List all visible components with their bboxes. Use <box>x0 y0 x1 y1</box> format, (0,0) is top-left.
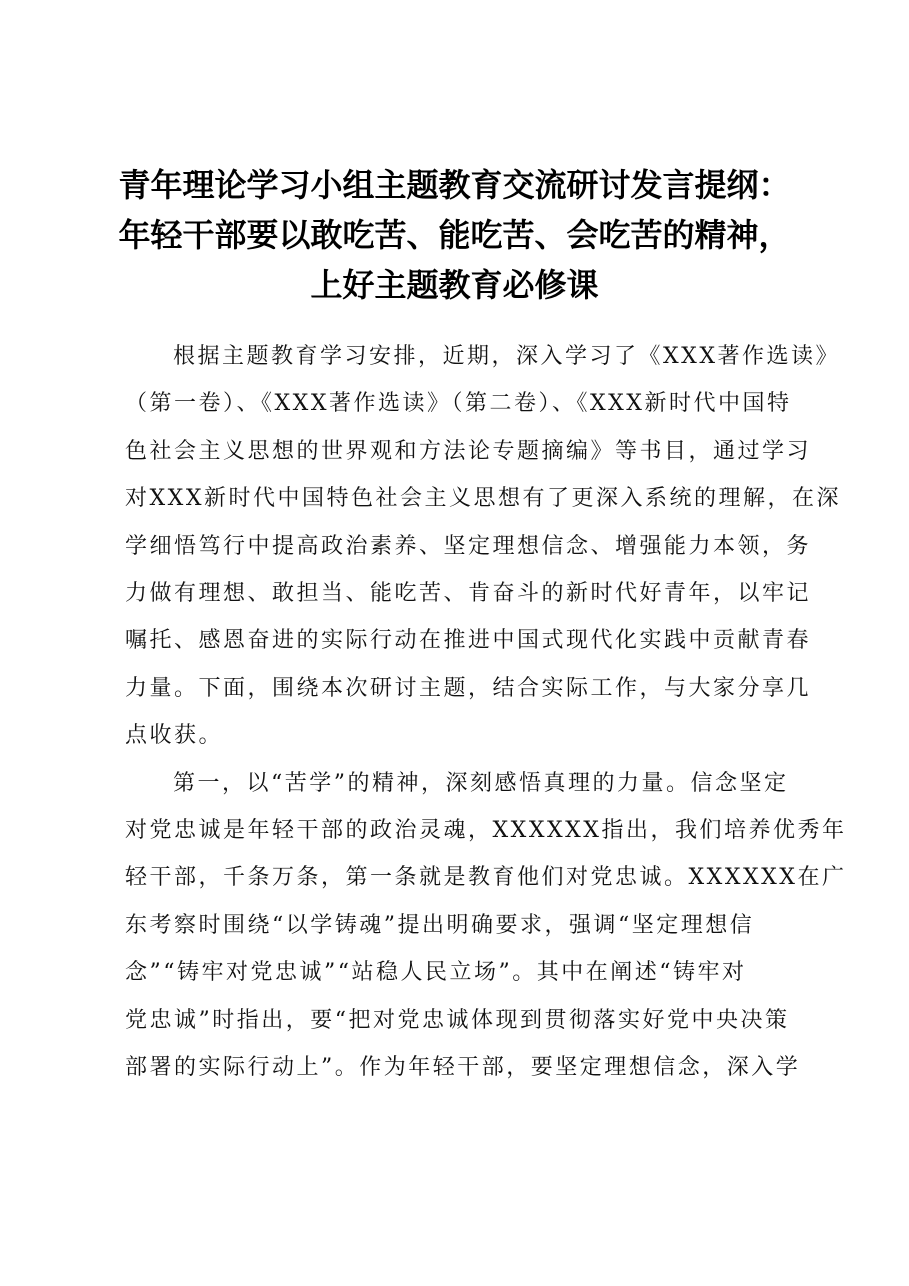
text-line: 第一，以“苦学”的精神，深刻感悟真理的力量。信念坚定 <box>173 770 789 796</box>
text-line: 点收获。 <box>125 723 224 749</box>
paragraph-first-point <box>125 760 847 1092</box>
text-line: 色社会主义思想的世界观和方法论专题摘编》等书目，通过学习 <box>125 438 812 464</box>
paragraph-intro <box>125 333 841 760</box>
text-line: 轻干部，千条万条，第一条就是教育他们对党忠诚。XXXXXX在广 <box>125 865 847 891</box>
text-line: 党忠诚”时指出，要“把对党忠诚体现到贯彻落实好党中央决策 <box>125 1007 790 1033</box>
text-line: （第一卷）、《XXX著作选读》（第二卷）、《XXX新时代中国特 <box>125 391 792 417</box>
text-line: 部署的实际行动上”。作为年轻干部，要坚定理想信念，深入学 <box>125 1055 801 1081</box>
document-title <box>100 160 809 310</box>
text-line: 嘱托、感恩奋进的实际行动在推进中国式现代化实践中贡献青春 <box>125 628 812 654</box>
title-line: 上好主题教育必修课 <box>310 266 599 304</box>
text-line: 力做有理想、敢担当、能吃苦、肯奋斗的新时代好青年，以牢记 <box>125 581 812 607</box>
text-line: 东考察时围绕“以学铸魂”提出明确要求，强调“坚定理想信 <box>125 912 755 938</box>
document-body <box>125 333 847 1092</box>
text-line: 力量。下面，围绕本次研讨主题，结合实际工作，与大家分享几 <box>125 675 812 701</box>
text-line: 对XXX新时代中国特色社会主义思想有了更深入系统的理解，在深 <box>125 486 841 512</box>
title-line: 青年理论学习小组主题教育交流研讨发言提纲： <box>118 166 791 204</box>
title-line: 年轻干部要以敢吃苦、能吃苦、会吃苦的精神， <box>118 216 791 254</box>
text-line: 念”“铸牢对党忠诚”“站稳人民立场”。其中在阐述“铸牢对 <box>125 960 747 986</box>
text-line: 根据主题教育学习安排，近期，深入学习了《XXX著作选读》 <box>173 344 840 369</box>
text-line: 对党忠诚是年轻干部的政治灵魂，XXXXXX指出，我们培养优秀年 <box>125 818 847 844</box>
text-line: 学细悟笃行中提高政治素养、坚定理想信念、增强能力本领，务 <box>125 533 812 559</box>
